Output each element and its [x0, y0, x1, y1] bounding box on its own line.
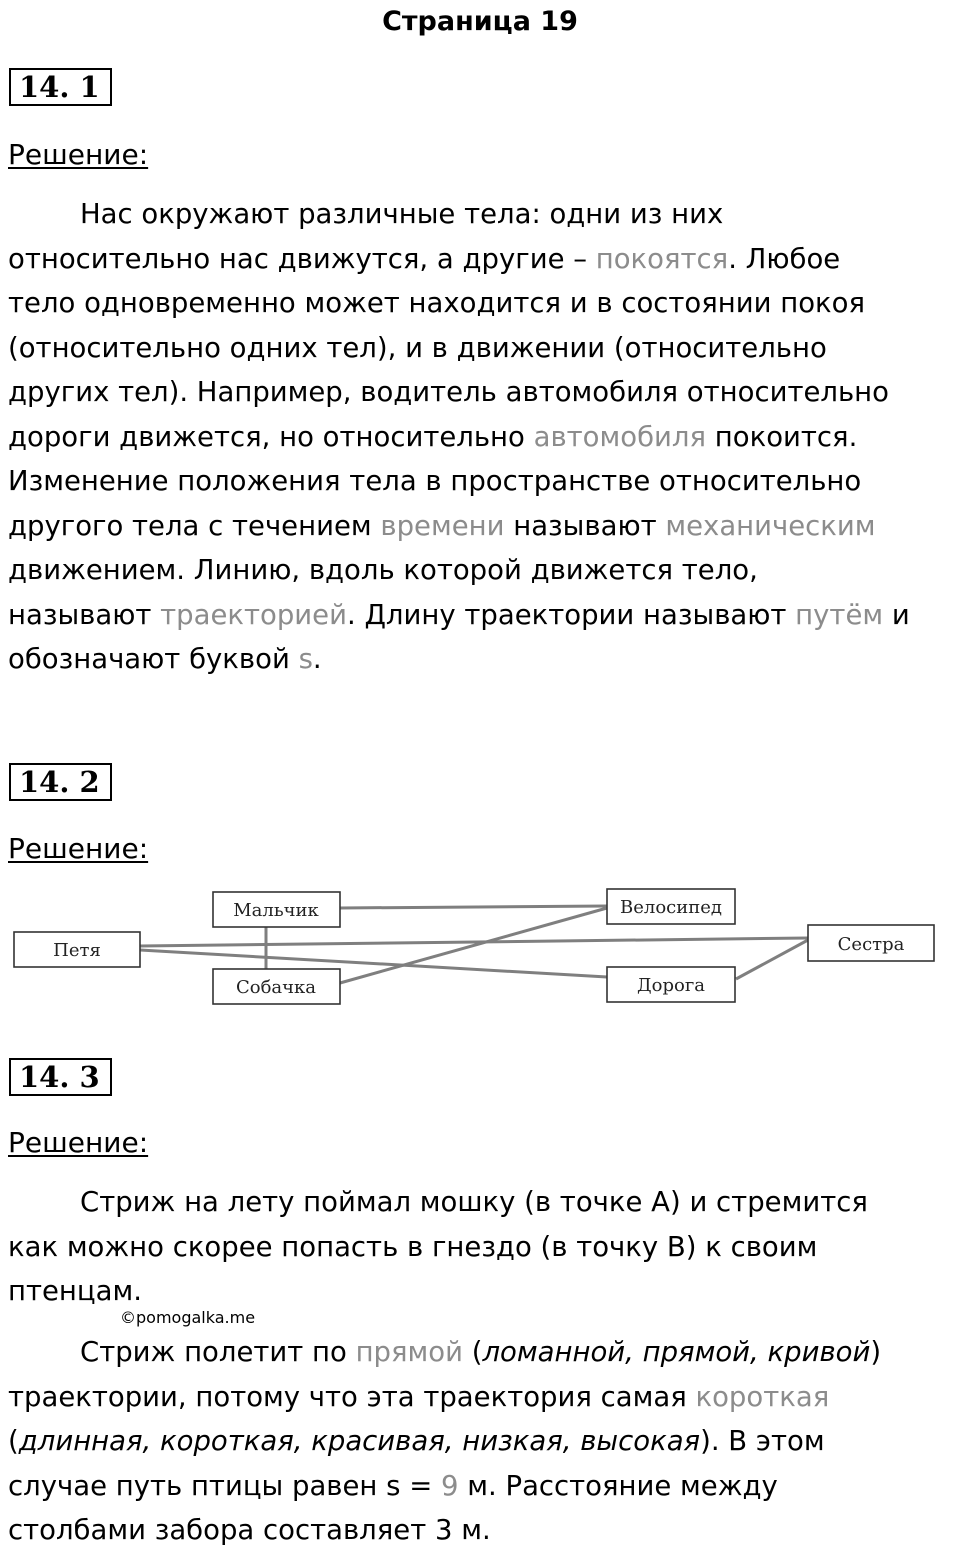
text-line: траектории, потому что эта траектория самая короткая — [8, 1380, 830, 1413]
relations-diagram — [0, 880, 960, 1010]
edge-malchik-velosiped — [340, 906, 607, 908]
text-line: других тел). Например, водитель автомобиля относительно — [8, 376, 889, 408]
answer-word: короткая — [695, 1380, 830, 1413]
solution-label: Решение: — [8, 1126, 149, 1159]
text-line: (относительно одних тел), и в движении (относительно — [8, 331, 827, 364]
answer-word: покоятся — [595, 242, 729, 275]
node-sobachka: Собачка — [235, 977, 317, 998]
answer-word: s — [298, 643, 313, 675]
edge-sobachka-velosiped — [340, 908, 607, 983]
answer-word: времени — [380, 509, 505, 542]
node-sestra: Сестра — [837, 934, 905, 955]
text-line: другого тела с течением времени называют механическим — [8, 509, 876, 542]
text-line: Стриж на лету поймал мошку (в точке А) и стремится — [80, 1186, 868, 1218]
answer-word: автомобиля — [533, 420, 707, 453]
text-line: дороги движется, но относительно автомобиля покоится. — [8, 420, 858, 453]
text-line: движением. Линию, вдоль которой движется тело, — [8, 554, 758, 586]
options-italic: ломанной, прямой, кривой — [482, 1336, 871, 1368]
watermark: ©pomogalka.me — [120, 1308, 256, 1327]
node-velosiped: Велосипед — [620, 897, 722, 918]
page-title: Страница 19 — [382, 6, 578, 37]
text-line: называют траекторией. Длину траектории называют путём и — [8, 598, 910, 631]
text-line: Нас окружают различные тела: одни из них — [80, 198, 724, 230]
task-14-3-text-part1 — [8, 1180, 953, 1314]
text-line: относительно нас движутся, а другие – покоятся. Любое — [8, 242, 841, 275]
task-14-3-text-part2 — [8, 1330, 953, 1553]
node-petya: Петя — [53, 940, 101, 961]
solution-label: Решение: — [8, 832, 149, 865]
text-line: Изменение положения тела в пространстве относительно — [8, 465, 862, 497]
task-number-14-3: 14. 3 — [9, 1058, 112, 1096]
answer-word: путём — [795, 598, 884, 631]
task-number-14-1: 14. 1 — [9, 68, 112, 106]
edge-doroga-sestra — [736, 940, 808, 979]
node-doroga: Дорога — [637, 975, 705, 996]
text-line: случае путь птицы равен s = 9 м. Расстояние между — [8, 1469, 778, 1502]
answer-word: прямой — [355, 1336, 463, 1368]
solution-label: Решение: — [8, 138, 149, 171]
text-line: обозначают буквой s. — [8, 643, 322, 675]
node-malchik: Мальчик — [233, 900, 319, 921]
text-line: Стриж полетит по прямой (ломанной, прямой, кривой) — [80, 1336, 882, 1368]
task-number-14-2: 14. 2 — [9, 763, 112, 801]
answer-word: траекторией — [160, 598, 347, 631]
answer-word: 9 — [441, 1469, 459, 1502]
text-line: птенцам. — [8, 1275, 142, 1307]
text-line: столбами забора составляет 3 м. — [8, 1514, 491, 1546]
text-line: как можно скорее попасть в гнездо (в точку В) к своим — [8, 1230, 818, 1263]
answer-word: механическим — [665, 509, 876, 542]
text-line: тело одновременно может находится и в состоянии покоя — [8, 287, 866, 319]
options-italic: длинная, короткая, красивая, низкая, высокая — [18, 1425, 701, 1457]
task-14-1-text — [8, 192, 953, 682]
text-line: (длинная, короткая, красивая, низкая, высокая). В этом — [8, 1425, 825, 1457]
